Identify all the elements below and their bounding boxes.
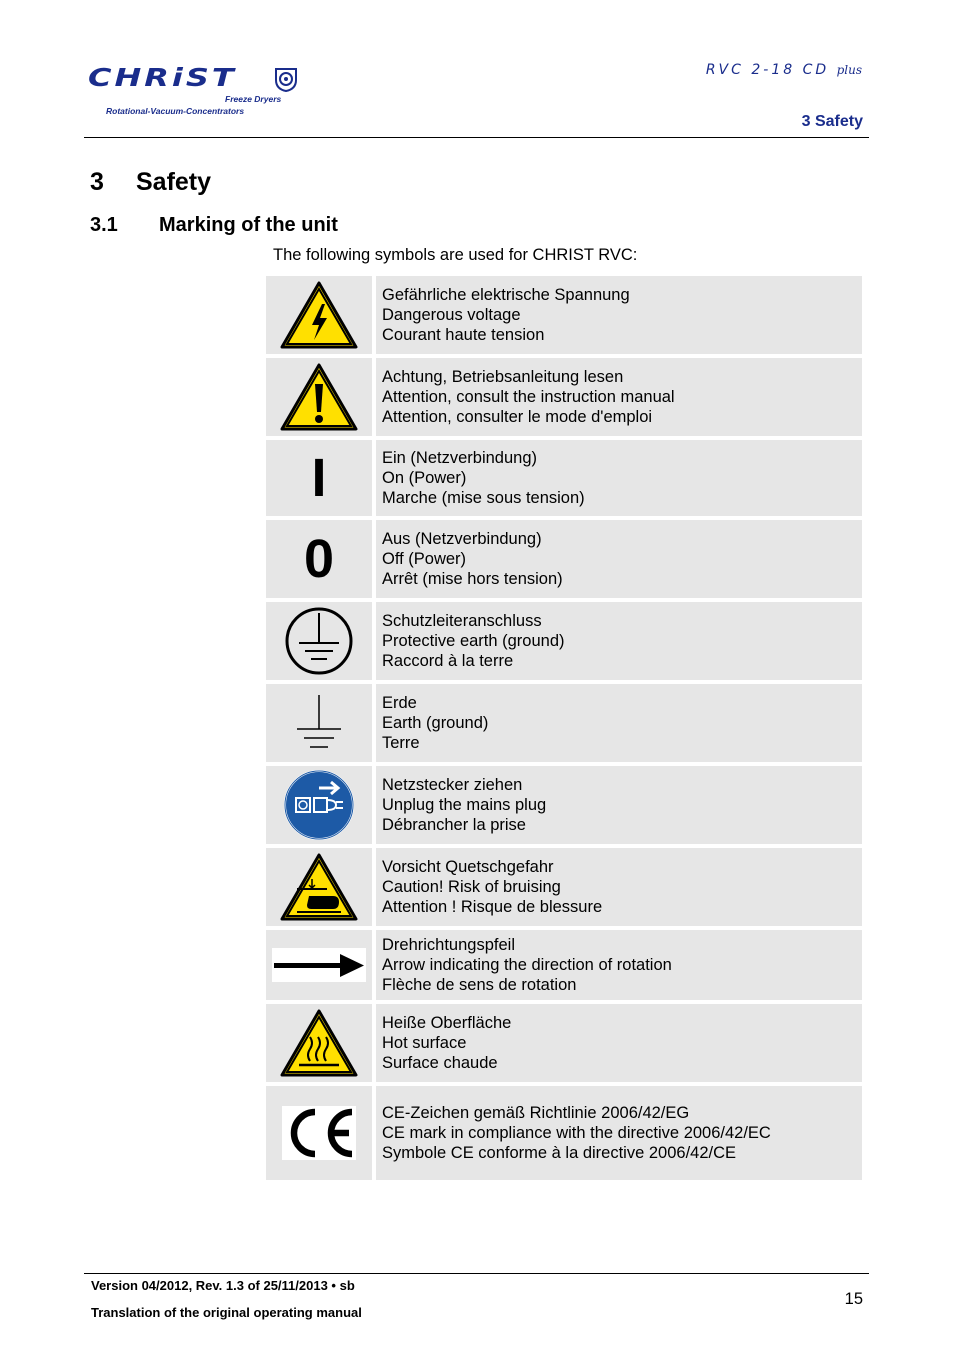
earth-ground-icon [289, 693, 349, 753]
symbol-cell [266, 440, 372, 516]
description-fr: Attention, consulter le mode d'emploi [382, 408, 653, 427]
description-en: CE mark in compliance with the directive 2006/42/EC [382, 1123, 771, 1142]
symbol-description [376, 1004, 862, 1082]
description-fr: Terre [382, 734, 420, 753]
section-title: Marking of the unit [159, 214, 338, 236]
christ-logo [88, 62, 310, 122]
description-fr: Flèche de sens de rotation [382, 976, 577, 995]
description-de: Drehrichtungspfeil [382, 935, 515, 954]
hot-surface-icon [279, 1008, 359, 1078]
model-suffix: plus [836, 63, 862, 77]
symbol-description [376, 358, 862, 436]
symbol-cell [266, 520, 372, 598]
symbol-row [266, 930, 862, 1000]
description-de: Netzstecker ziehen [382, 775, 523, 794]
description-de: Gefährliche elektrische Spannung [382, 285, 630, 304]
description-fr: Courant haute tension [382, 326, 545, 345]
model-name [706, 62, 862, 78]
brand-wordmark: CHRiST [88, 62, 237, 93]
section-heading [90, 214, 338, 237]
description-de: Aus (Netzverbindung) [382, 529, 542, 548]
header-divider [84, 137, 869, 138]
description-en: On (Power) [382, 468, 467, 487]
description-de: CE-Zeichen gemäß Richtlinie 2006/42/EG [382, 1103, 690, 1122]
protective-earth-icon [283, 605, 355, 677]
symbol-row [266, 276, 862, 354]
description-en: Dangerous voltage [382, 305, 521, 324]
symbol-description [376, 848, 862, 926]
symbol-cell [266, 602, 372, 680]
description-de: Heiße Oberfläche [382, 1013, 512, 1032]
symbol-description [376, 602, 862, 680]
power-off-icon: 0 [303, 529, 335, 589]
ce-mark-icon [282, 1106, 356, 1160]
description-fr: Surface chaude [382, 1054, 498, 1073]
symbols-table [266, 276, 862, 1184]
symbol-description [376, 930, 862, 1000]
running-section-title: 3 Safety [801, 113, 863, 130]
description-en: Unplug the mains plug [382, 795, 547, 814]
description-fr: Débrancher la prise [382, 816, 526, 835]
symbol-description [376, 766, 862, 844]
symbol-row [266, 602, 862, 680]
symbol-row [266, 1086, 862, 1180]
rotation-arrow-icon [272, 948, 366, 982]
description-en: Off (Power) [382, 549, 467, 568]
intro-text: The following symbols are used for CHRIST RVC: [273, 246, 638, 264]
description-en: Arrow indicating the direction of rotation [382, 955, 672, 974]
description-fr: Marche (mise sous tension) [382, 489, 585, 508]
description-de: Erde [382, 693, 417, 712]
footer-divider [84, 1273, 869, 1274]
model-label: RVC 2-18 CD [705, 62, 830, 78]
symbol-cell [266, 848, 372, 926]
section-number: 3.1 [90, 214, 118, 236]
symbol-row [266, 684, 862, 762]
symbol-description [376, 1086, 862, 1180]
symbol-description [376, 520, 862, 598]
symbol-row [266, 766, 862, 844]
description-en: Attention, consult the instruction manual [382, 387, 675, 406]
unplug-mains-icon [283, 769, 355, 841]
page-number: 15 [844, 1290, 863, 1308]
symbol-row [266, 848, 862, 926]
chapter-heading [90, 168, 211, 197]
symbol-description [376, 276, 862, 354]
description-de: Ein (Netzverbindung) [382, 448, 537, 467]
description-en: Caution! Risk of bruising [382, 877, 561, 896]
description-de: Schutzleiteranschluss [382, 611, 542, 630]
symbol-row [266, 358, 862, 436]
brand-tagline-rvc: Rotational-Vacuum-Concentrators [106, 106, 245, 116]
attention-warning-icon [279, 362, 359, 432]
power-on-icon: I [311, 448, 327, 508]
description-en: Hot surface [382, 1033, 467, 1052]
description-fr: Arrêt (mise hors tension) [382, 570, 563, 589]
chapter-title: Safety [136, 168, 212, 196]
symbol-cell [266, 684, 372, 762]
description-de: Vorsicht Quetschgefahr [382, 857, 554, 876]
symbol-description [376, 684, 862, 762]
symbol-cell [266, 930, 372, 1000]
footer-version: Version 04/2012, Rev. 1.3 of 25/11/2013 • sb [91, 1278, 355, 1293]
description-en: Earth (ground) [382, 713, 489, 732]
symbol-cell [266, 358, 372, 436]
symbol-row [266, 440, 862, 516]
description-de: Achtung, Betriebsanleitung lesen [382, 367, 624, 386]
symbol-cell [266, 1004, 372, 1082]
christ-emblem-icon [273, 66, 299, 92]
description-fr: Symbole CE conforme à la directive 2006/42/CE [382, 1144, 737, 1163]
symbol-row [266, 520, 862, 598]
symbol-row [266, 1004, 862, 1082]
description-fr: Attention ! Risque de blessure [382, 898, 603, 917]
brand-tagline-freeze-dryers: Freeze Dryers [225, 94, 282, 104]
chapter-number: 3 [90, 168, 104, 196]
description-en: Protective earth (ground) [382, 631, 565, 650]
symbol-cell [266, 1086, 372, 1180]
description-fr: Raccord à la terre [382, 652, 514, 671]
symbol-cell [266, 276, 372, 354]
crush-hazard-icon [279, 852, 359, 922]
high-voltage-warning-icon [279, 280, 359, 350]
symbol-cell [266, 766, 372, 844]
symbol-description [376, 440, 862, 516]
footer-translation-note: Translation of the original operating manual [91, 1305, 362, 1320]
